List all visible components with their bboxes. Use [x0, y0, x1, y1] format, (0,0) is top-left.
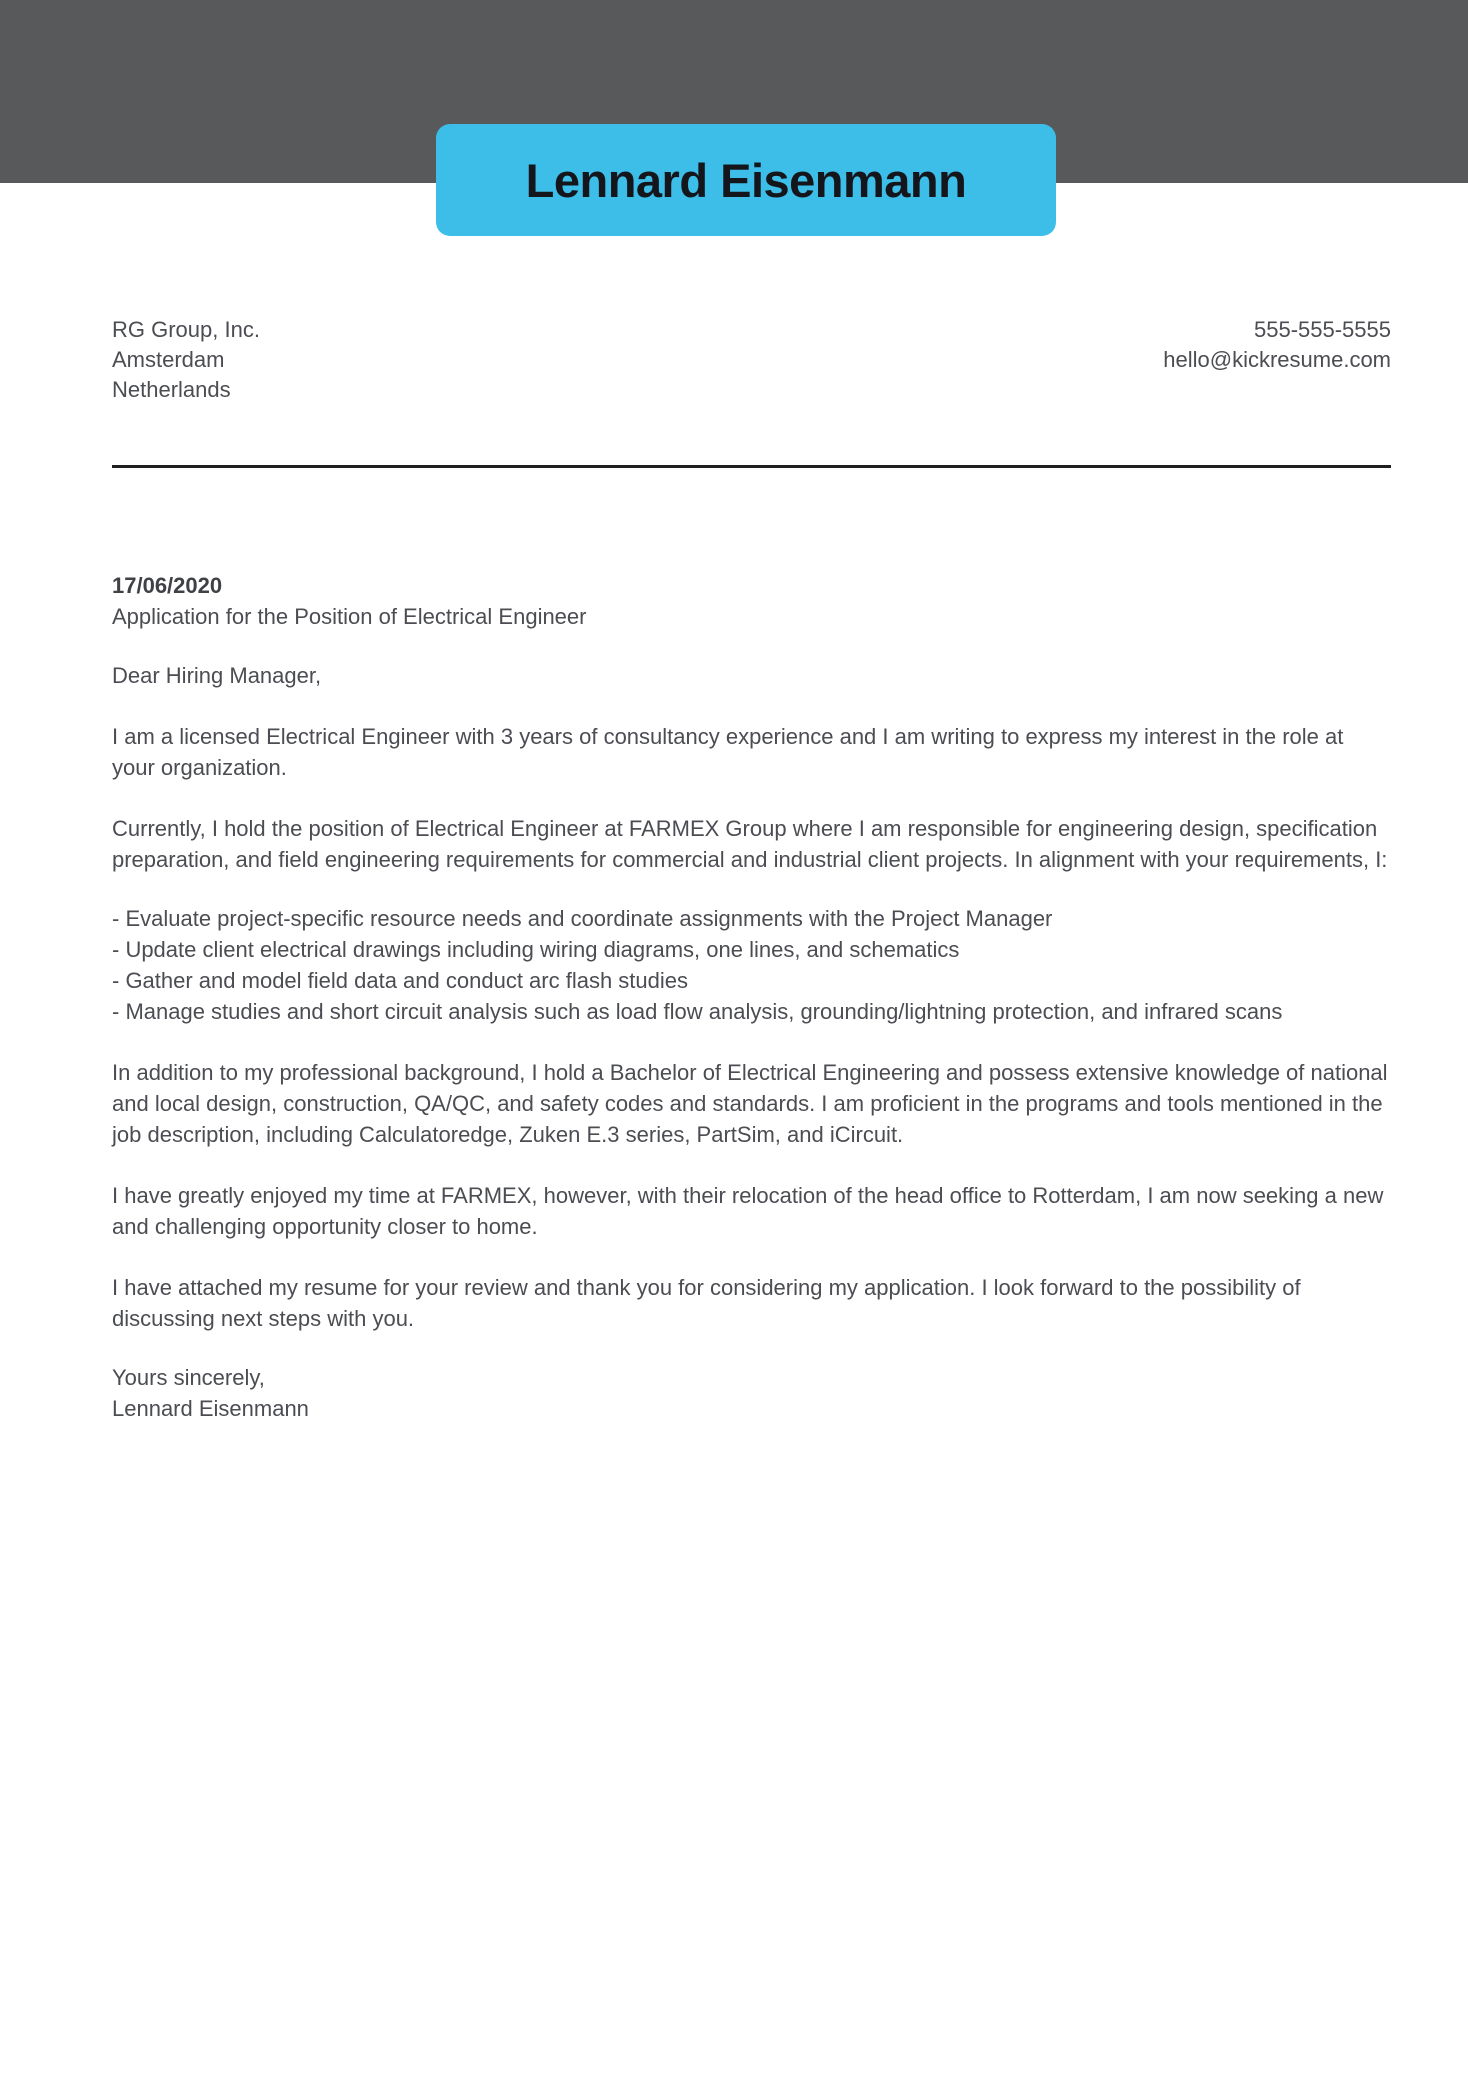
letter-date: 17/06/2020	[112, 573, 223, 598]
paragraph-current-role: Currently, I hold the position of Electrical Engineer at FARMEX Group where I am responsible for engineering design, specification preparation, and field engineering requirements for commercial and industrial client projects. In alignment with your requirements, I:	[112, 816, 1388, 872]
date-subject-block	[112, 570, 1391, 632]
letter-body	[0, 183, 1468, 1424]
bullet-item: - Update client electrical drawings including wiring diagrams, one lines, and schematics	[112, 937, 960, 962]
phone-number: 555-555-5555	[1253, 317, 1391, 342]
bullet-list	[112, 903, 1391, 1027]
bullet-item: - Gather and model field data and conduct arc flash studies	[112, 968, 689, 993]
recipient-city: Amsterdam	[112, 347, 225, 372]
recipient-address-block	[112, 315, 260, 405]
closing-block	[112, 1362, 1391, 1424]
paragraph-intro: I am a licensed Electrical Engineer with 3 years of consultancy experience and I am writing to express my interest in the role at your organization.	[112, 724, 1344, 780]
salutation: Dear Hiring Manager,	[112, 663, 322, 688]
paragraph-background: In addition to my professional background, I hold a Bachelor of Electrical Engineering and possess extensive knowledge of national and local design, construction, QA/QC, and safety codes and standards. I am proficient in the programs and tools mentioned in the job description, including Calculatoredge, Zuken E.3 series, PartSim, and iCircuit.	[112, 1060, 1388, 1147]
bullet-item: - Manage studies and short circuit analysis such as load flow analysis, grounding/lightning protection, and infrared scans	[112, 999, 1283, 1024]
signature-name: Lennard Eisenmann	[112, 1396, 309, 1421]
recipient-country: Netherlands	[112, 377, 231, 402]
recipient-company: RG Group, Inc.	[112, 317, 260, 342]
bullet-item: - Evaluate project-specific resource needs and coordinate assignments with the Project Manager	[112, 906, 1053, 931]
paragraph-thanks: I have attached my resume for your review and thank you for considering my application. I look forward to the possibility of discussing next steps with you.	[112, 1275, 1301, 1331]
paragraph-reason: I have greatly enjoyed my time at FARMEX, however, with their relocation of the head office to Rotterdam, I am now seeking a new and challenging opportunity closer to home.	[112, 1183, 1384, 1239]
sender-contact-block	[1163, 315, 1391, 375]
contact-section	[112, 315, 1391, 405]
email-address: hello@kickresume.com	[1163, 347, 1391, 372]
closing-phrase: Yours sincerely,	[112, 1365, 265, 1390]
candidate-name: Lennard Eisenmann	[525, 153, 967, 207]
letter-subject: Application for the Position of Electrical Engineer	[112, 604, 587, 629]
divider-line	[112, 465, 1391, 468]
